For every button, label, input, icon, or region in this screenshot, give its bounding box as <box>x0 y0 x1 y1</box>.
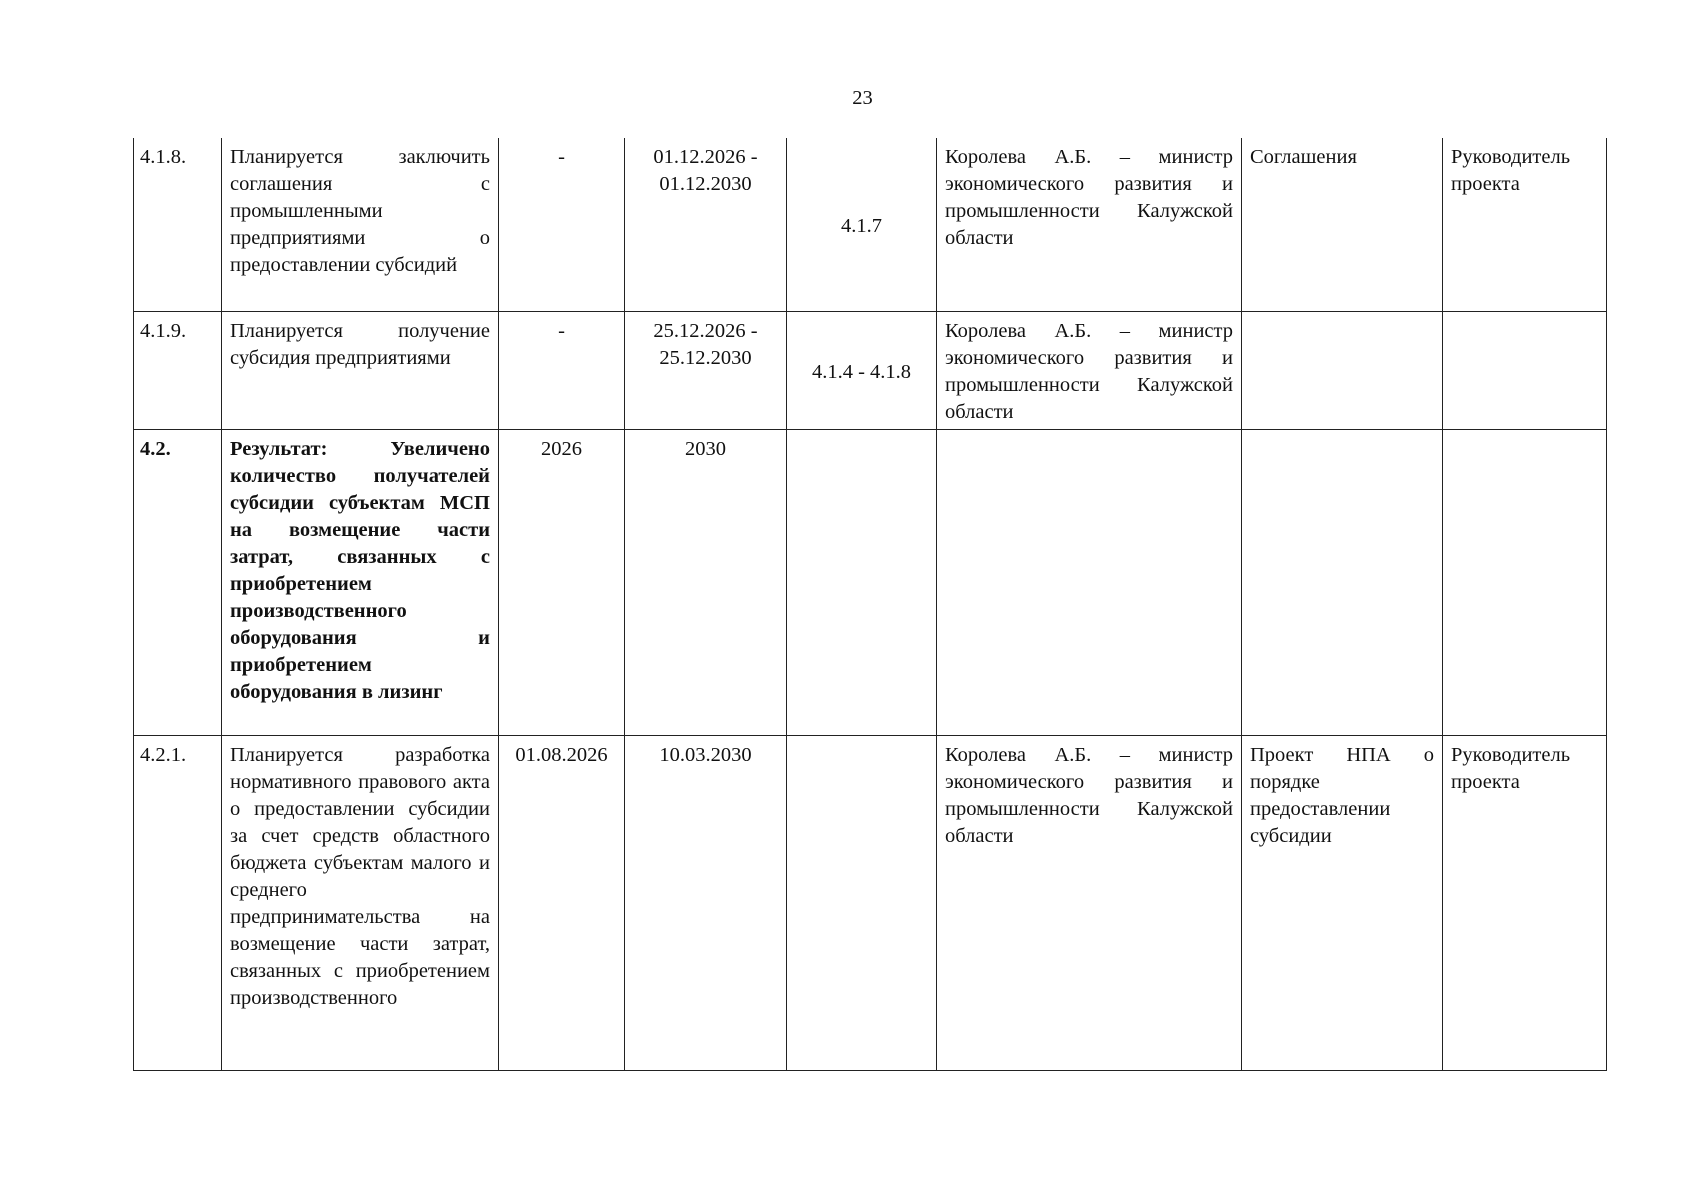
page-number: 23 <box>852 87 873 109</box>
row-result-document: Соглашения <box>1242 138 1443 311</box>
row-number: 4.2. <box>134 429 222 735</box>
row-linked: 4.1.4 - 4.1.8 <box>787 311 937 429</box>
table-row <box>134 138 1607 311</box>
row-start: 2026 <box>499 429 625 735</box>
row-level: Руководитель проекта <box>1443 138 1607 311</box>
row-level <box>1443 429 1607 735</box>
row-description: Результат: Увеличено количество получателей субсидии субъектам МСП на возмещение части затрат, связанных с приобретением производственного оборудования и приобретением оборудования в лизинг <box>222 429 499 735</box>
row-number: 4.2.1. <box>134 735 222 1070</box>
row-responsible: Королева А.Б. – министр экономического развития и промышленности Калужской области <box>937 311 1242 429</box>
table-row <box>134 311 1607 429</box>
row-number: 4.1.9. <box>134 311 222 429</box>
row-description: Планируется заключить соглашения с промышленными предприятиями о предоставлении субсидий <box>222 138 499 311</box>
row-start: - <box>499 138 625 311</box>
row-responsible: Королева А.Б. – министр экономического развития и промышленности Калужской области <box>937 138 1242 311</box>
row-description: Планируется разработка нормативного правового акта о предоставлении субсидии за счет средств областного бюджета субъектам малого и среднего предпринимательства на возмещение части затрат, связанных с приобретением производственного <box>222 735 499 1070</box>
row-responsible <box>937 429 1242 735</box>
table-row <box>134 735 1607 1070</box>
row-linked <box>787 735 937 1070</box>
row-start: 01.08.2026 <box>499 735 625 1070</box>
row-end: 01.12.2026 - 01.12.2030 <box>625 138 787 311</box>
row-level: Руководитель проекта <box>1443 735 1607 1070</box>
row-result-document <box>1242 429 1443 735</box>
row-description: Планируется получение субсидия предприятиями <box>222 311 499 429</box>
row-linked: 4.1.7 <box>787 138 937 311</box>
row-linked <box>787 429 937 735</box>
row-end: 10.03.2030 <box>625 735 787 1070</box>
plan-table <box>133 138 1607 1071</box>
row-end: 2030 <box>625 429 787 735</box>
row-start: - <box>499 311 625 429</box>
row-responsible: Королева А.Б. – министр экономического развития и промышленности Калужской области <box>937 735 1242 1070</box>
row-end: 25.12.2026 - 25.12.2030 <box>625 311 787 429</box>
row-level <box>1443 311 1607 429</box>
table-row <box>134 429 1607 735</box>
row-result-document <box>1242 311 1443 429</box>
row-result-document: Проект НПА о порядке предоставлении субсидии <box>1242 735 1443 1070</box>
row-number: 4.1.8. <box>134 138 222 311</box>
